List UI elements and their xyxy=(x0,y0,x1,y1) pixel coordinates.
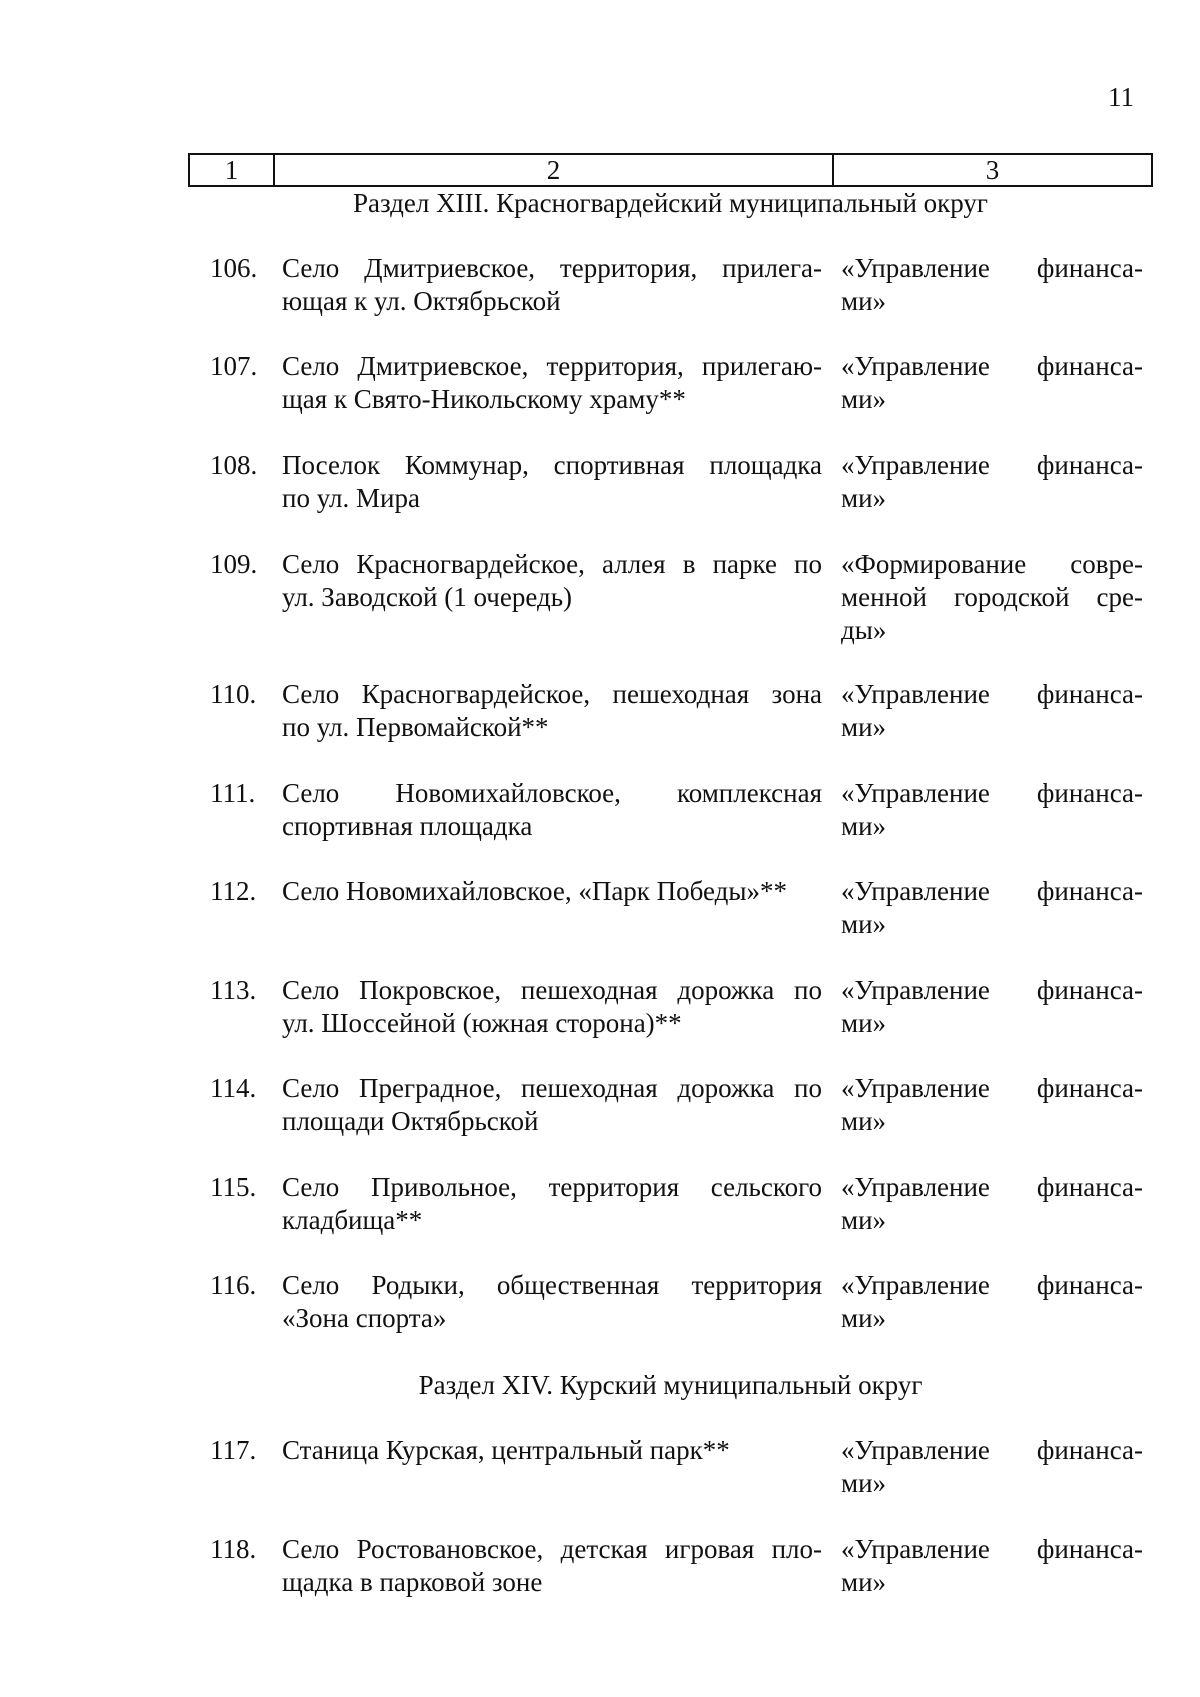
row-program xyxy=(841,678,1143,744)
row-program xyxy=(841,1072,1143,1138)
program-line: ми» xyxy=(841,1468,887,1498)
program-line: ми» xyxy=(841,811,887,841)
row-description xyxy=(282,678,822,744)
section-title: Раздел XIII. Красногвардейский муниципальный округ xyxy=(352,188,988,218)
table-header xyxy=(188,153,1153,187)
row-number: 112. xyxy=(210,876,257,906)
program-line: «Управление финанса- xyxy=(841,975,1143,1005)
row-description xyxy=(282,974,822,1040)
description-line: Станица Курская, центральный парк** xyxy=(282,1435,730,1465)
program-line: ми» xyxy=(841,1106,887,1136)
row-program xyxy=(841,1171,1143,1237)
row-number: 109. xyxy=(210,549,258,579)
description-line: ул. Шоссейной (южная сторона)** xyxy=(282,1008,682,1038)
row-description xyxy=(282,1171,822,1237)
row-program xyxy=(841,1533,1143,1599)
row-description xyxy=(282,1269,822,1335)
description-line: «Зона спорта» xyxy=(282,1303,447,1333)
row-program xyxy=(841,1269,1143,1335)
row-description xyxy=(282,777,822,843)
row-number: 116. xyxy=(210,1270,257,1300)
program-line: ми» xyxy=(841,384,887,414)
program-line: ми» xyxy=(841,909,887,939)
section-title: Раздел XIV. Курский муниципальный округ xyxy=(418,1370,923,1400)
program-line: «Управление финанса- xyxy=(841,1270,1143,1300)
program-line: «Управление финанса- xyxy=(841,1172,1143,1202)
row-program xyxy=(841,548,1143,647)
row-program xyxy=(841,777,1143,843)
description-line: щадка в парковой зоне xyxy=(282,1567,543,1597)
program-line: «Управление финанса- xyxy=(841,1534,1143,1564)
program-line: ми» xyxy=(841,483,887,513)
program-line: «Управление финанса- xyxy=(841,450,1143,480)
row-description xyxy=(282,350,822,416)
program-line: «Управление финанса- xyxy=(841,1073,1143,1103)
row-number: 111. xyxy=(210,778,256,808)
row-number: 114. xyxy=(210,1073,257,1103)
row-number: 113. xyxy=(210,975,257,1005)
program-line: «Управление финанса- xyxy=(841,876,1143,906)
row-number: 108. xyxy=(210,450,258,480)
row-description xyxy=(282,548,822,614)
row-number: 106. xyxy=(210,253,258,283)
row-program xyxy=(841,350,1143,416)
description-line: Село Покровское, пешеходная дорожка по xyxy=(282,975,822,1005)
row-program xyxy=(841,449,1143,515)
description-line: Село Дмитриевское, территория, прилега- xyxy=(282,253,822,283)
row-description xyxy=(282,875,822,908)
program-line: «Управление финанса- xyxy=(841,351,1143,381)
description-line: площади Октябрьской xyxy=(282,1106,539,1136)
program-line: «Управление финанса- xyxy=(841,778,1143,808)
row-number: 107. xyxy=(210,351,258,381)
program-line: ми» xyxy=(841,1008,887,1038)
program-line: ми» xyxy=(841,1567,887,1597)
description-line: Село Привольное, территория сельского xyxy=(282,1172,822,1202)
program-line: менной городской сре- xyxy=(841,582,1143,612)
row-number: 117. xyxy=(210,1435,257,1465)
row-program xyxy=(841,875,1143,941)
row-program xyxy=(841,974,1143,1040)
description-line: ул. Заводской (1 очередь) xyxy=(282,582,573,612)
description-line: Поселок Коммунар, спортивная площадка xyxy=(282,450,822,480)
header-col-1: 1 xyxy=(190,155,275,185)
row-description xyxy=(282,1533,822,1599)
description-line: Село Новомихайловское, «Парк Победы»** xyxy=(282,876,788,906)
program-line: «Управление финанса- xyxy=(841,1435,1143,1465)
row-number: 115. xyxy=(210,1172,257,1202)
row-number: 118. xyxy=(210,1534,257,1564)
description-line: Село Красногвардейское, аллея в парке по xyxy=(282,549,822,579)
program-line: «Формирование совре- xyxy=(841,549,1143,579)
row-program xyxy=(841,252,1143,318)
description-line: Село Родыки, общественная территория xyxy=(282,1270,822,1300)
program-line: ми» xyxy=(841,1303,887,1333)
row-description xyxy=(282,1434,822,1467)
program-line: ми» xyxy=(841,286,887,316)
description-line: по ул. Первомайской** xyxy=(282,712,549,742)
row-program xyxy=(841,1434,1143,1500)
row-description xyxy=(282,449,822,515)
program-line: «Управление финанса- xyxy=(841,679,1143,709)
program-line: «Управление финанса- xyxy=(841,253,1143,283)
description-line: Село Красногвардейское, пешеходная зона xyxy=(282,679,822,709)
description-line: кладбища** xyxy=(282,1205,423,1235)
row-number: 110. xyxy=(210,679,257,709)
program-line: ми» xyxy=(841,712,887,742)
description-line: Село Новомихайловское, комплексная xyxy=(282,778,822,808)
description-line: по ул. Мира xyxy=(282,483,420,513)
program-line: ми» xyxy=(841,1205,887,1235)
description-line: щая к Свято-Никольскому храму** xyxy=(282,384,686,414)
row-description xyxy=(282,1072,822,1138)
description-line: спортивная площадка xyxy=(282,811,533,841)
description-line: Село Дмитриевское, территория, прилегаю- xyxy=(282,351,822,381)
program-line: ды» xyxy=(841,615,887,645)
page-number: 11 xyxy=(1108,82,1134,112)
row-description xyxy=(282,252,822,318)
description-line: Село Преградное, пешеходная дорожка по xyxy=(282,1073,822,1103)
header-col-2: 2 xyxy=(275,155,834,185)
description-line: Село Ростовановское, детская игровая пло- xyxy=(282,1534,822,1564)
header-col-3: 3 xyxy=(985,154,1000,185)
description-line: ющая к ул. Октябрьской xyxy=(282,286,561,316)
